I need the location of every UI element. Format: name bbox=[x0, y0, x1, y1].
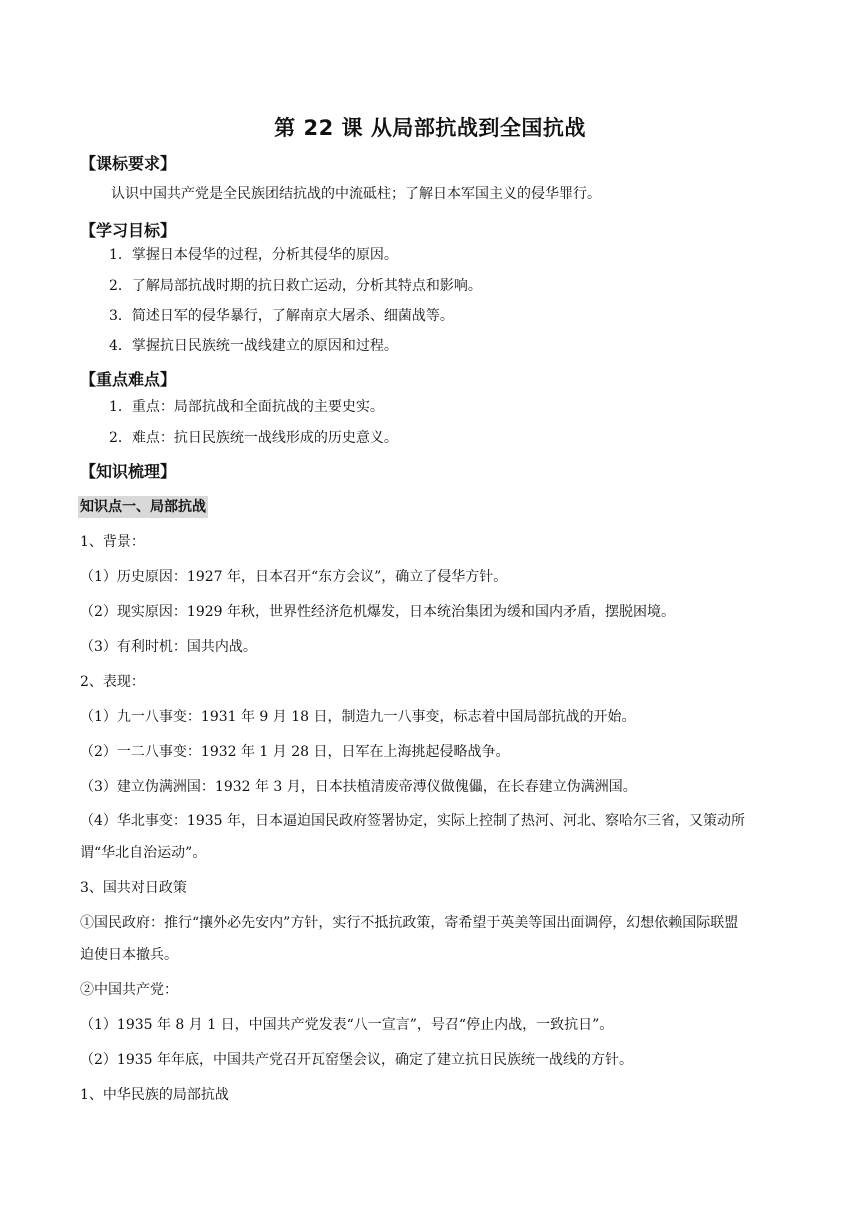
page-title: 第 22 课 从局部抗战到全国抗战 bbox=[274, 116, 586, 140]
knowledge-point-label: 知识点一、局部抗战 bbox=[78, 496, 208, 518]
body-line: 谓“华北自治运动”。 bbox=[80, 845, 207, 861]
section-heading-knowledge: 【知识梳理】 bbox=[80, 462, 177, 481]
goal-item: 3．简述日军的侵华暴行，了解南京大屠杀、细菌战等。 bbox=[109, 308, 454, 324]
body-line: （3）建立伪满洲国：1932 年 3 月，日本扶植清废帝溥仪做傀儡，在长春建立伪满洲国。 bbox=[80, 779, 637, 795]
body-line: （3）有利时机：国共内战。 bbox=[80, 639, 257, 655]
body-line: （2）1935 年年底，中国共产党召开瓦窑堡会议，确定了建立抗日民族统一战线的方针。 bbox=[80, 1052, 633, 1068]
body-line: 2、表现： bbox=[80, 674, 145, 690]
body-line: （2）一二八事变：1932 年 1 月 28 日，日军在上海挑起侵略战争。 bbox=[80, 744, 510, 760]
body-line: （2）现实原因：1929 年秋，世界性经济危机爆发，日本统治集团为缓和国内矛盾，摆脱困境。 bbox=[80, 604, 675, 620]
body-line: （4）华北事变：1935 年，日本逼迫国民政府签署协定，实际上控制了热河、河北、察哈尔三省，又策动所 bbox=[80, 813, 745, 829]
body-line: 3、国共对日政策 bbox=[80, 880, 187, 896]
body-line: （1）九一八事变：1931 年 9 月 18 日，制造九一八事变，标志着中国局部抗战的开始。 bbox=[80, 709, 636, 725]
body-line: （1）历史原因：1927 年，日本召开“东方会议”，确立了侵华方针。 bbox=[80, 569, 508, 585]
section-heading-key: 【重点难点】 bbox=[80, 370, 177, 389]
body-line: ①国民政府：推行“攘外必先安内”方针，实行不抵抗政策，寄希望于英美等国出面调停，幻想依赖国际联盟 bbox=[80, 915, 739, 931]
section-heading-goals: 【学习目标】 bbox=[80, 221, 177, 240]
standard-text: 认识中国共产党是全民族团结抗战的中流砥柱；了解日本军国主义的侵华罪行。 bbox=[111, 186, 601, 202]
body-line: 迫使日本撤兵。 bbox=[80, 947, 178, 963]
body-line: （1）1935 年 8 月 1 日，中国共产党发表“八一宣言”，号召“停止内战，一致抗日”。 bbox=[80, 1017, 614, 1033]
body-line: 1、背景： bbox=[80, 534, 145, 550]
key-item: 2．难点：抗日民族统一战线形成的历史意义。 bbox=[109, 430, 398, 446]
goal-item: 1．掌握日本侵华的过程，分析其侵华的原因。 bbox=[109, 247, 398, 263]
section-heading-standard: 【课标要求】 bbox=[80, 154, 177, 173]
goal-item: 4．掌握抗日民族统一战线建立的原因和过程。 bbox=[109, 338, 398, 354]
body-line: 1、中华民族的局部抗战 bbox=[80, 1087, 229, 1103]
body-line: ②中国共产党： bbox=[80, 982, 178, 998]
key-item: 1．重点：局部抗战和全面抗战的主要史实。 bbox=[109, 399, 384, 415]
goal-item: 2．了解局部抗战时期的抗日救亡运动，分析其特点和影响。 bbox=[109, 278, 482, 294]
